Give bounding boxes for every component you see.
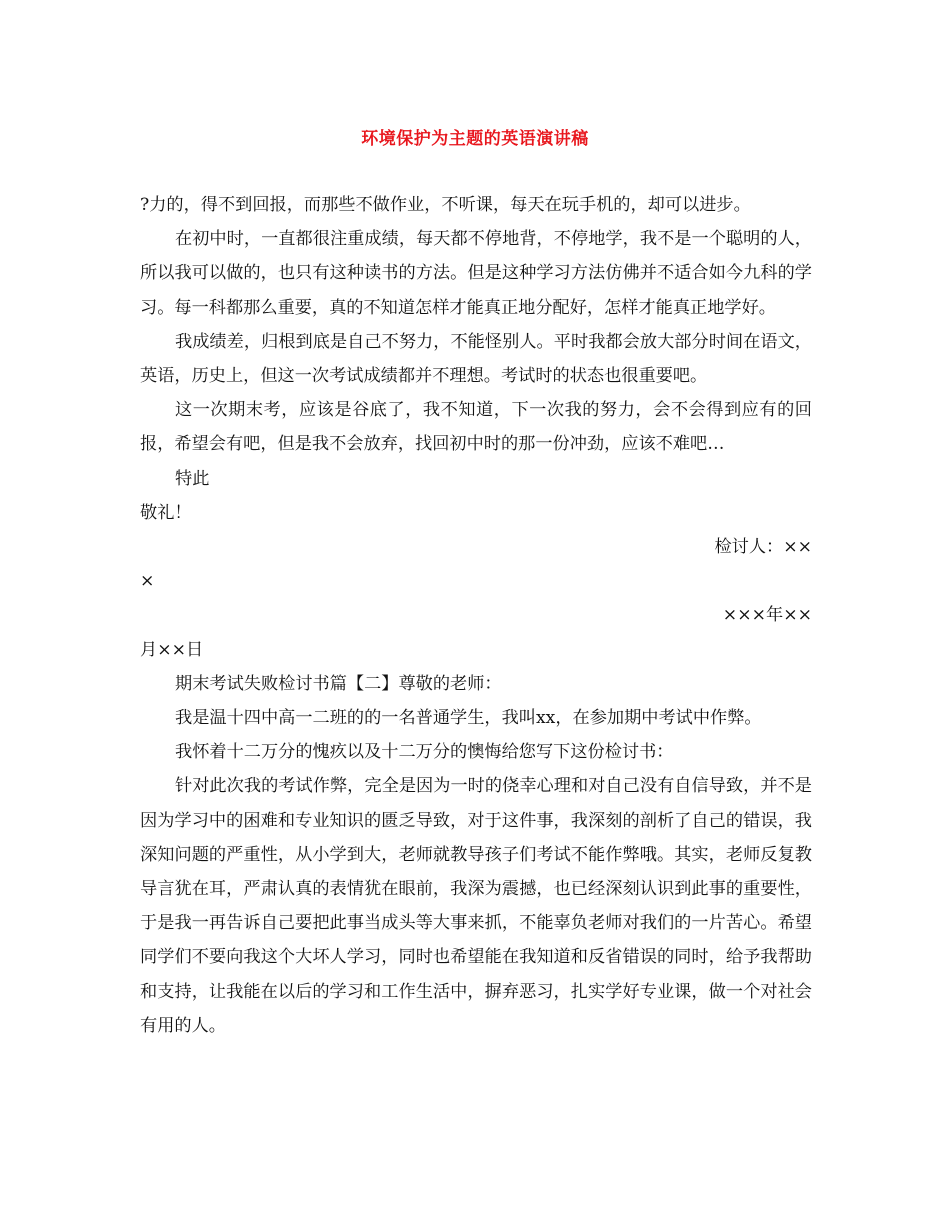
document-body [140,188,812,1043]
paragraph-poor-grades: 我成绩差，归根到底是自己不努力，不能怪别人。平时我都会放大部分时间在语文，英语，历史上，但这一次考试成绩都并不理想。考试时的状态也很重要吧。 [140,331,812,387]
section-two-heading: 期末考试失败检讨书篇【二】尊敬的老师： [175,673,502,694]
signature-date: ×××年×× [722,605,812,626]
closing-salute: 敬礼！ [140,502,192,523]
paragraph-continued: ?力的，得不到回报，而那些不做作业，不听课，每天在玩手机的，却可以进步。 [140,195,751,215]
signature-date-wrap: 月××日 [140,639,204,660]
paragraph-remorse: 我怀着十二万分的愧疚以及十二万分的懊悔给您写下这份检讨书： [175,742,674,763]
paragraph-junior-high: 在初中时，一直都很注重成绩，每天都不停地背，不停地学，我不是一个聪明的人，所以我可以做的，也只有这种读书的方法。但是这种学习方法仿佛并不适合如今九科的学习。每一科都那么重要，真的不知道怎样才能真正地分配好，怎样才能真正地学好。 [140,229,812,318]
paragraph-final-exam: 这一次期末考，应该是谷底了，我不知道，下一次我的努力，会不会得到应有的回报，希望会有吧，但是我不会放弃，找回初中时的那一份冲劲，应该不难吧… [140,400,812,455]
paragraph-student-intro: 我是温十四中高一二班的的一名普通学生，我叫xx，在参加期中考试中作弊。 [175,708,762,729]
document-title: 环境保护为主题的英语演讲稿 [361,129,589,149]
signature-name-wrap: × [140,571,155,592]
signature-name: 检讨人：×× [714,537,812,558]
closing-tecí: 特此 [175,468,210,489]
paragraph-reflection: 针对此次我的考试作弊，完全是因为一时的侥幸心理和对自己没有自信导致，并不是因为学习中的困难和专业知识的匮乏导致，对于这件事，我深刻的剖析了自己的错误，我深知问题的严重性，从小学到大，老师就教导孩子们考试不能作弊哦。其实，老师反复教导言犹在耳，严肃认真的表情犹在眼前，我深为震撼，也已经深刻认识到此事的重要性，于是我一再告诉自己要把此事当成头等大事来抓，不能辜负老师对我们的一片苦心。希望同学们不要向我这个大坏人学习，同时也希望能在我知道和反省错误的同时，给予我帮助和支持，让我能在以后的学习和工作生活中，摒弃恶习，扎实学好专业课，做一个对社会有用的人。 [140,776,812,1036]
